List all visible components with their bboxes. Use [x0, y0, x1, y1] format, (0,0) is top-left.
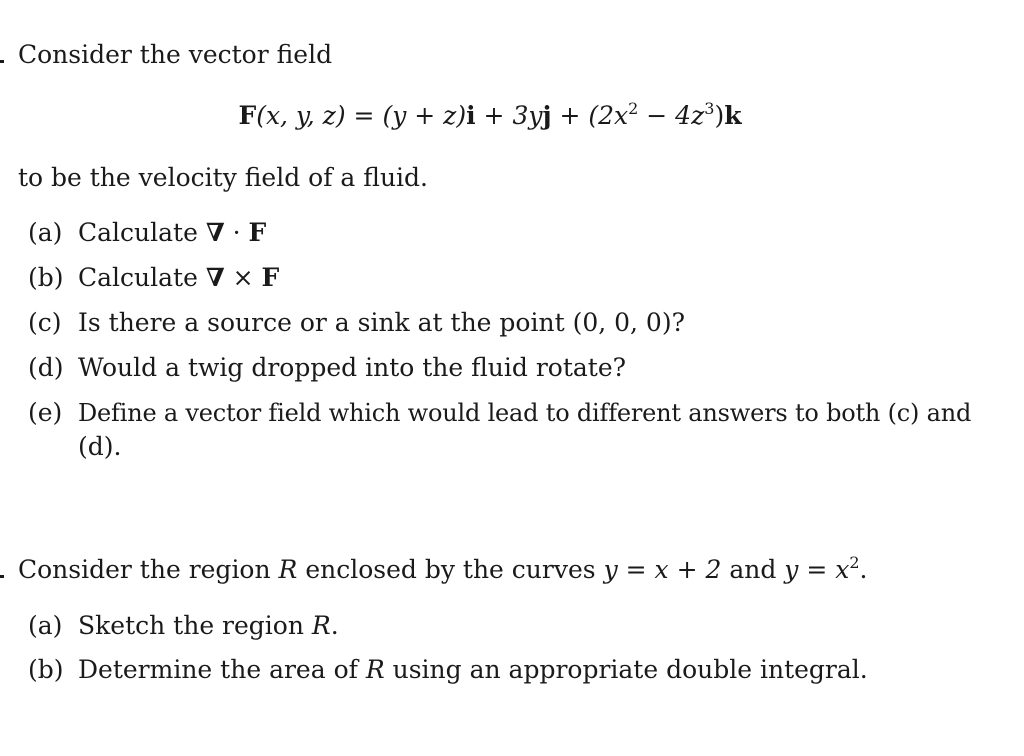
- part-text: Determine the area of: [78, 655, 366, 684]
- problem1-part-d: [28, 353, 626, 383]
- eq-minus: − 4z: [638, 101, 705, 130]
- part-label: (c): [28, 308, 62, 337]
- eq-j: j: [542, 101, 552, 130]
- cross-operator: ×: [224, 263, 262, 292]
- intro-text: and: [721, 555, 785, 584]
- intro-period: .: [859, 555, 868, 584]
- part-label: (b): [28, 655, 64, 684]
- problem2-intro: [18, 555, 868, 588]
- eq-i: i: [466, 101, 476, 130]
- curve2-exponent: 2: [849, 553, 860, 572]
- eq-plus1: +: [483, 101, 505, 130]
- problem1-part-e-line2: (d).: [78, 432, 122, 461]
- problem1-part-b: [28, 263, 279, 293]
- part-label: (e): [28, 398, 63, 427]
- curve1: y = x + 2: [603, 555, 722, 584]
- eq-F: F: [238, 101, 257, 130]
- part-text: .: [330, 611, 339, 640]
- part-label: (a): [28, 611, 63, 640]
- part-text: Is there a source or a sink at the point (0, 0, 0)?: [78, 308, 685, 337]
- problem1-part-e: [28, 398, 971, 428]
- part-text-line1: Define a vector field which would lead to different answers to both (c) and: [78, 399, 972, 427]
- part-text: Sketch the region: [78, 611, 312, 640]
- part-text: using an appropriate double integral.: [384, 655, 868, 684]
- intro-text: enclosed by the curves: [297, 555, 604, 584]
- dot-operator: ·: [224, 218, 249, 247]
- problem1-intro: Consider the vector field: [18, 40, 333, 69]
- region-symbol: R: [278, 555, 298, 584]
- eq-term2: 3y: [512, 101, 543, 130]
- eq-args: (x, y, z): [256, 101, 346, 130]
- vector-field-equation: [0, 100, 980, 135]
- eq-term3-open: (2x: [588, 101, 629, 130]
- eq-exp3: 3: [704, 99, 715, 118]
- nabla-icon: ∇: [205, 263, 225, 292]
- nabla-icon: ∇: [205, 218, 225, 247]
- part-label: (b): [28, 263, 64, 292]
- part-text: Calculate: [78, 218, 206, 247]
- problem1-part-a: [28, 218, 266, 248]
- problem2-part-a: [28, 611, 339, 641]
- eq-term1: (y + z): [382, 101, 467, 130]
- region-symbol: R: [365, 655, 385, 684]
- eq-term3-close: ): [714, 101, 725, 130]
- region-symbol: R: [311, 611, 331, 640]
- part-label: (a): [28, 218, 63, 247]
- part-text: Would a twig dropped into the fluid rotate?: [78, 353, 627, 382]
- problem1-context: to be the velocity field of a fluid.: [18, 163, 428, 192]
- eq-equals: =: [353, 101, 375, 130]
- part-text: Calculate: [78, 263, 206, 292]
- problem-number-mark: [0, 60, 4, 63]
- problem2-part-b: [28, 655, 868, 685]
- field-symbol: F: [248, 218, 267, 247]
- eq-k: k: [724, 101, 742, 130]
- field-symbol: F: [261, 263, 280, 292]
- problem-number-mark: [0, 575, 4, 578]
- eq-plus2: +: [559, 101, 581, 130]
- eq-exp2: 2: [628, 99, 639, 118]
- part-label: (d): [28, 353, 64, 382]
- curve2: y = x: [784, 555, 850, 584]
- problem1-part-c: [28, 308, 685, 338]
- intro-text: Consider the region: [18, 555, 279, 584]
